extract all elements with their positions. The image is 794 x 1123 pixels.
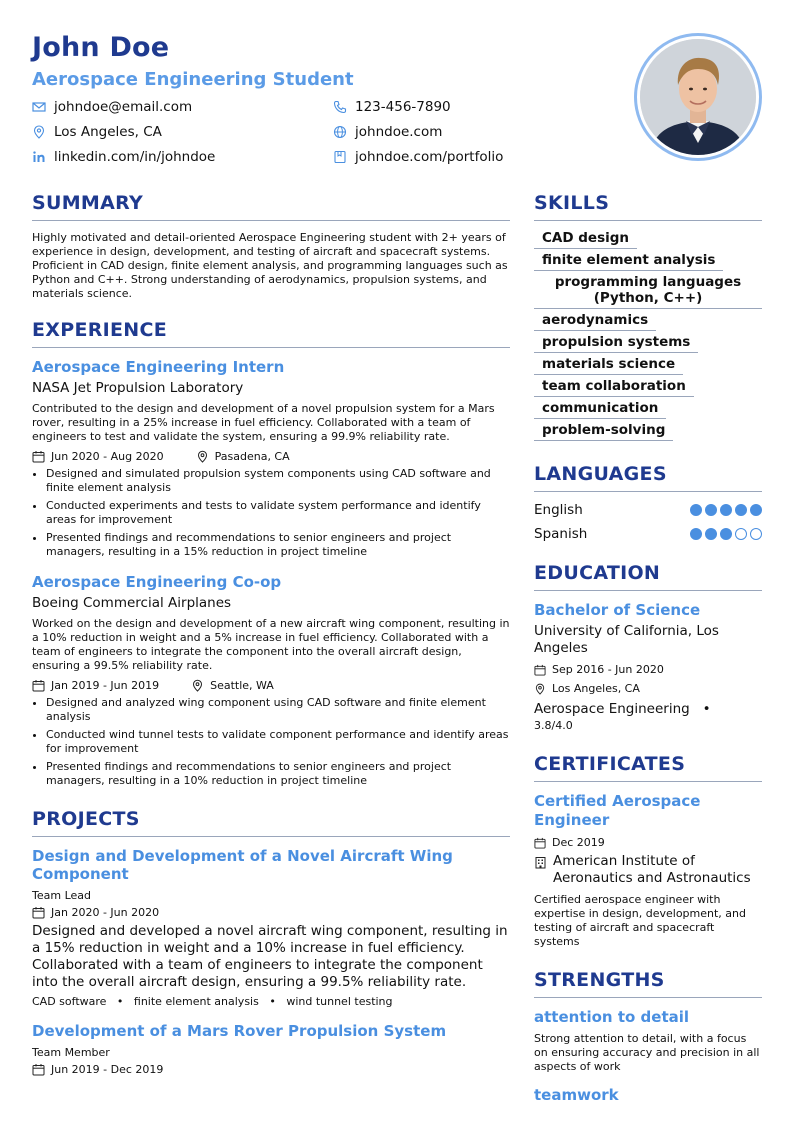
- candidate-title: Aerospace Engineering Student: [32, 69, 354, 90]
- phone-text: 123-456-7890: [355, 99, 451, 115]
- job-dates: Jun 2020 - Aug 2020: [51, 450, 164, 463]
- project-title: Design and Development of a Novel Aircraft Wing Component: [32, 847, 453, 883]
- strength-title: attention to detail: [534, 1008, 690, 1026]
- job-bullet: • Presented findings and recommendations to senior engineers and project managers, resulting in a 15% reduction in project timeline: [46, 531, 510, 559]
- job-bullet: • Conducted experiments and tests to validate system performance and identify areas for improvement: [46, 499, 510, 527]
- skills-list: [534, 227, 762, 441]
- portfolio-text: johndoe.com/portfolio: [355, 149, 504, 165]
- calendar-icon: [32, 1063, 45, 1076]
- job-bullet: • Presented findings and recommendations to senior engineers and project managers, resulting in a 10% reduction in project timeline: [46, 760, 510, 788]
- job-entry: [32, 573, 510, 788]
- certificates-heading: CERTIFICATES: [534, 753, 762, 782]
- job-meta: [32, 679, 510, 692]
- skills-heading: SKILLS: [534, 192, 762, 221]
- project-meta: [32, 1063, 510, 1076]
- contact-portfolio[interactable]: [333, 149, 503, 165]
- job-title: Aerospace Engineering Co-op: [32, 573, 282, 591]
- language-row: [534, 502, 762, 518]
- certificate-org-row: [534, 853, 762, 887]
- certificate-description: Certified aerospace engineer with expertise in design, development, and testing of aircraft and spacecraft systems: [534, 893, 746, 948]
- project-description: Designed and developed a novel aircraft wing component, resulting in a 15% reduction in weight and a 10% increase in fuel efficiency. Collaborated with a team of engineers to integrate the component into the overall aircraft design, ensuring a 99.5% reliability rate.: [32, 923, 508, 990]
- level-dot-empty: [735, 528, 747, 540]
- contact-email[interactable]: [32, 99, 192, 115]
- skill-tag: aerodynamics: [534, 309, 656, 331]
- job-company: Boeing Commercial Airplanes: [32, 595, 232, 611]
- portfolio-icon: [333, 150, 347, 164]
- project-dates: Jun 2019 - Dec 2019: [51, 1063, 164, 1076]
- job-bullets: [32, 467, 510, 559]
- email-icon: [32, 100, 46, 114]
- project-tags: CAD software • finite element analysis • wind tunnel testing: [32, 995, 393, 1008]
- skill-tag: communication: [534, 397, 666, 419]
- certificate-date-row: [534, 836, 762, 849]
- skill-tag: CAD design: [534, 227, 637, 249]
- job-bullet: • Designed and simulated propulsion system components using CAD software and finite element analysis: [46, 467, 510, 495]
- education-school: University of California, Los Angeles: [534, 623, 719, 656]
- education-location-row: [534, 682, 762, 695]
- level-dot-filled: [705, 504, 717, 516]
- portrait-image: [640, 39, 756, 155]
- calendar-icon: [32, 906, 45, 919]
- job-entry: [32, 358, 510, 559]
- skill-tag: programming languages (Python, C++): [534, 271, 762, 309]
- contact-linkedin[interactable]: [32, 149, 215, 165]
- location-text: Los Angeles, CA: [54, 124, 162, 140]
- language-level-dots: [690, 528, 762, 540]
- job-location: Pasadena, CA: [214, 450, 290, 463]
- job-bullets: [32, 696, 510, 788]
- education-heading: EDUCATION: [534, 562, 762, 591]
- level-dot-filled: [735, 504, 747, 516]
- certificate-title: Certified Aerospace Engineer: [534, 792, 701, 829]
- education-field: Aerospace Engineering: [534, 701, 690, 717]
- project-dates: Jan 2020 - Jun 2020: [51, 906, 160, 919]
- phone-icon: [333, 100, 347, 114]
- project-tag: finite element analysis: [133, 995, 259, 1008]
- projects-heading: PROJECTS: [32, 808, 510, 837]
- project-title: Development of a Mars Rover Propulsion System: [32, 1022, 447, 1040]
- level-dot-filled: [720, 504, 732, 516]
- job-meta: [32, 450, 510, 463]
- location-pin-icon: [191, 679, 204, 692]
- education-gpa: 3.8/4.0: [534, 719, 573, 732]
- location-pin-icon: [32, 125, 46, 139]
- website-text: johndoe.com: [355, 124, 443, 140]
- strength-title: teamwork: [534, 1086, 619, 1104]
- location-pin-icon: [196, 450, 209, 463]
- email-text: johndoe@email.com: [54, 99, 193, 115]
- project-meta: [32, 906, 510, 919]
- job-bullet: • Conducted wind tunnel tests to validate component performance and identify areas for improvement: [46, 728, 510, 756]
- location-pin-icon: [534, 683, 546, 695]
- job-dates: Jan 2019 - Jun 2019: [51, 679, 160, 692]
- language-level-dots: [690, 504, 762, 516]
- linkedin-text: linkedin.com/in/johndoe: [54, 149, 216, 165]
- calendar-icon: [32, 679, 45, 692]
- languages-heading: LANGUAGES: [534, 463, 762, 492]
- project-role: Team Lead: [32, 889, 91, 902]
- skill-tag: materials science: [534, 353, 683, 375]
- strength-description: Strong attention to detail, with a focus on ensuring accuracy and precision in all aspects of work: [534, 1032, 760, 1073]
- level-dot-empty: [750, 528, 762, 540]
- contact-website[interactable]: [333, 124, 442, 140]
- calendar-icon: [32, 450, 45, 463]
- language-name: Spanish: [534, 526, 588, 542]
- job-description: Contributed to the design and development of a novel propulsion system for a Mars rover, resulting in a 25% increase in fuel efficiency. Collaborated with a team of engineers to test and validate the system, ensuring a 99.9% reliability rate.: [32, 402, 495, 443]
- candidate-name: John Doe: [32, 32, 170, 63]
- project-entry: [32, 847, 510, 1008]
- level-dot-filled: [750, 504, 762, 516]
- left-column: [32, 192, 510, 1076]
- job-location: Seattle, WA: [210, 679, 274, 692]
- contact-location: [32, 124, 162, 140]
- project-tag: CAD software: [32, 995, 107, 1008]
- language-row: [534, 526, 762, 542]
- profile-photo: [634, 33, 762, 161]
- building-icon: [534, 856, 547, 869]
- education-dates-row: [534, 663, 762, 676]
- skill-tag: finite element analysis: [534, 249, 723, 271]
- project-role: Team Member: [32, 1046, 110, 1059]
- job-bullet: • Designed and analyzed wing component using CAD software and finite element analysis: [46, 696, 510, 724]
- summary-text: Highly motivated and detail-oriented Aerospace Engineering student with 2+ years of experience in design, development, and testing of aircraft and spacecraft systems. Proficient in CAD design, finite element analysis, and programming languages such as Python and C++. Strong understanding of aerodynamics, propulsion systems, and materials science.: [32, 231, 508, 300]
- linkedin-icon: [32, 150, 46, 164]
- level-dot-filled: [690, 504, 702, 516]
- certificate-date: Dec 2019: [552, 836, 605, 849]
- job-title: Aerospace Engineering Intern: [32, 358, 285, 376]
- calendar-icon: [534, 664, 546, 676]
- education-location: Los Angeles, CA: [552, 682, 640, 695]
- language-name: English: [534, 502, 583, 518]
- strengths-heading: STRENGTHS: [534, 969, 762, 998]
- level-dot-filled: [690, 528, 702, 540]
- calendar-icon: [534, 837, 546, 849]
- experience-heading: EXPERIENCE: [32, 319, 510, 348]
- job-description: Worked on the design and development of a new aircraft wing component, resulting in a 10% reduction in weight and a 5% increase in fuel efficiency. Collaborated with a team of engineers to integrate the component into the overall aircraft design, ensuring a 99.5% reliability rate.: [32, 617, 510, 672]
- skill-tag: propulsion systems: [534, 331, 698, 353]
- education-field-row: Aerospace Engineering • 3.8/4.0: [534, 701, 720, 732]
- right-column: [534, 192, 762, 1104]
- project-tag: wind tunnel testing: [286, 995, 393, 1008]
- education-degree: Bachelor of Science: [534, 601, 701, 619]
- contact-phone[interactable]: [333, 99, 451, 115]
- certificate-org: American Institute of Aeronautics and Astronautics: [553, 853, 751, 886]
- level-dot-filled: [705, 528, 717, 540]
- skill-tag: problem-solving: [534, 419, 673, 441]
- globe-icon: [333, 125, 347, 139]
- level-dot-filled: [720, 528, 732, 540]
- job-company: NASA Jet Propulsion Laboratory: [32, 380, 244, 396]
- summary-heading: SUMMARY: [32, 192, 510, 221]
- skill-tag: team collaboration: [534, 375, 694, 397]
- project-entry: [32, 1022, 510, 1076]
- education-dates: Sep 2016 - Jun 2020: [552, 663, 664, 676]
